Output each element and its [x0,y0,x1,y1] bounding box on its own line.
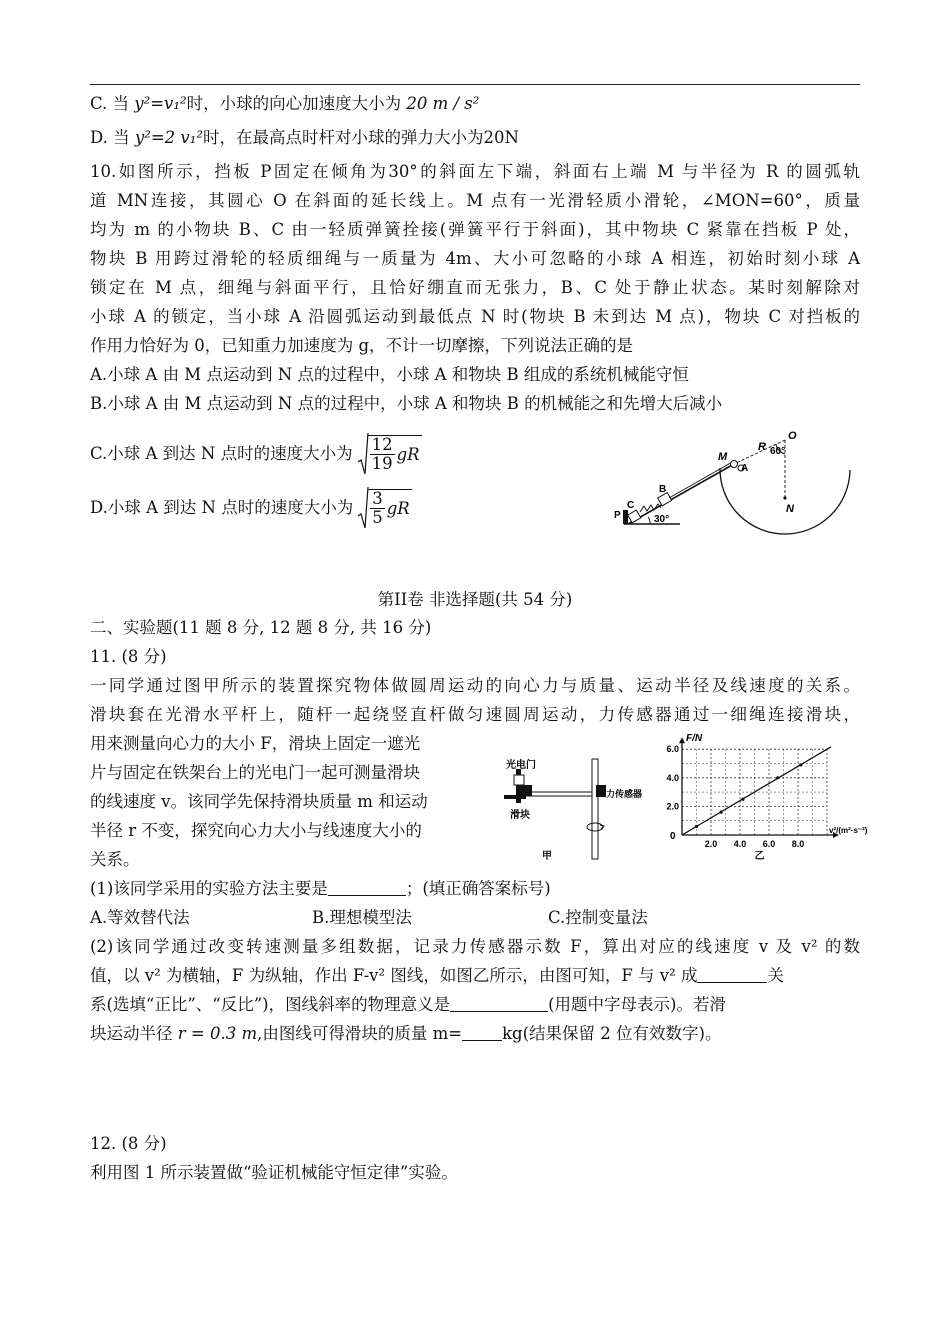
y-axis-label: F/N [686,733,703,745]
slider-block [520,785,532,796]
x-tick-label: 6.0 [762,839,776,849]
data-point [720,811,723,814]
x-tick-label: 8.0 [791,839,805,849]
q10-line-1: 10.如图所示，挡板 P固定在倾角为30°的斜面左下端，斜面右上端 M 与半径为 R 的圆弧轨 [90,162,860,181]
sqrt-c: 12 19 gR [357,432,422,476]
q10-line-2: 道 MN连接，其圆心 O 在斜面的延长线上。M 点有一光滑轻质小滑轮，∠MON=60°，质量 [90,191,860,210]
q10-figure [610,428,855,536]
q11-wrap-5: 关系。 [90,850,140,869]
label-sensor: 力传感器 [606,789,643,799]
q10-line-5: 锁定在 M 点，细绳与斜面平行，且恰好绷直而无张力，B、C 处于静止状态。某时刻解除对 [90,278,860,297]
y-tick-label: 4.0 [666,772,679,783]
label-a: A [741,463,749,474]
force-sensor [596,785,606,797]
photogate [514,775,524,785]
y-tick-label: 6.0 [666,744,679,755]
q10-option-d: D.小球 A 到达 N 点时的速度大小为 3 5 gR [90,486,412,530]
plate-p [623,510,628,524]
incline-angle-arc [648,517,650,524]
blank-mass[interactable] [462,1024,502,1041]
figure-jia [500,755,643,863]
label-b: B [659,484,667,495]
q11-line-1: 一同学通过图甲所示的装置探究物体做圆周运动的向心力与质量、运动半径及线速度的关系。 [90,676,860,695]
label-slider: 滑块 [510,810,530,821]
blank-method[interactable] [328,879,406,896]
label-angle: 60° [770,446,786,457]
section-heading: 二、实验题(11 题 8 分, 12 题 8 分, 共 16 分) [90,618,432,637]
incline [628,464,734,524]
label-c: C [627,500,635,511]
q11-part2-line-4: 块运动半径 r = 0.3 m,由图线可得滑块的质量 m= kg(结果保留 2 位有效数字)。 [90,1024,722,1043]
q11-wrap-2: 片与固定在铁架台上的光电门一起可测量滑块 [90,763,420,782]
option-b: B.理想模型法 [312,908,412,927]
vertical-rod [592,759,598,859]
data-point [741,798,744,801]
data-point [799,763,802,766]
data-point [776,776,779,779]
blank-relation[interactable] [697,966,767,983]
x-axis-label: v²/(m²·s⁻²) [829,826,868,835]
chart-caption: 乙 [754,851,765,862]
label-gate: 光电门 [506,760,536,771]
q11-wrap-1: 用来测量向心力的大小 F，滑块上固定一遮光 [90,734,421,753]
q10-line-4: 物块 B 用跨过滑轮的轻质细绳与一质量为 4m、大小可忽略的小球 A 相连，初始时刻小球 A [90,249,860,268]
block-c [628,510,641,523]
pulley [731,461,738,468]
q10-line-7: 作用力恰好为 0，已知重力加速度为 g，不计一切摩擦，下列说法正确的是 [90,336,634,355]
q11-line-2: 滑块套在光滑水平杆上，随杆一起绕竖直杆做匀速圆周运动，力传感器通过一细绳连接滑块， [90,705,860,724]
q10-option-a: A.小球 A 由 M 点运动到 N 点的过程中，小球 A 和物块 B 组成的系统机械能守恒 [90,365,689,384]
point-n [783,496,786,499]
q11-part2-line-2: 值，以 v² 为横轴，F 为纵轴，作出 F-v² 图线，如图乙所示，由图可知，F 与 v² 成 关 [90,966,784,985]
q11-part1: (1)该同学采用的实验方法主要是 ；(填正确答案标号) [90,879,551,898]
chart-yi [660,733,868,865]
option-c: C.控制变量法 [548,908,648,927]
origin-label: 0 [670,831,676,842]
part2-title: 第II卷 非选择题(共 54 分) [377,590,573,609]
q12-head: 12. (8 分) [90,1134,167,1153]
q11-part2-line-3: 系(选填“正比”、“反比”)，图线斜率的物理意义是 (用题中字母表示)。若滑 [90,995,726,1014]
sqrt-d: 3 5 gR [357,486,412,530]
q9-option-d: D. 当 y²=2 v₁²时，在最高点时杆对小球的弹力大小为20N [90,128,519,147]
q10-option-b: B.小球 A 由 M 点运动到 N 点的过程中，小球 A 和物块 B 的机械能之和先增大后减小 [90,394,723,413]
q10-line-3: 均为 m 的小物块 B、C 由一轻质弹簧拴接(弹簧平行于斜面)，其中物块 C 紧靠在挡板 P 处， [90,220,860,239]
q10-line-6: 小球 A 的锁定，当小球 A 沿圆弧运动到最低点 N 时(物块 B 未到达 M 点)，物块 C 对挡板的 [90,307,860,326]
option-a: A.等效替代法 [90,908,190,927]
label-p: P [614,510,621,521]
q11-head: 11. (8 分) [90,647,167,666]
q9-option-c: C. 当 y²=v₁²时，小球的向心加速度大小为 20 m / s² [90,94,480,113]
q10-option-c: C.小球 A 到达 N 点时的速度大小为 12 19 gR [90,432,422,476]
caption-jia: 甲 [542,851,552,862]
q11-wrap-3: 的线速度 v。该同学先保持滑块质量 m 和运动 [90,792,428,811]
label-n: N [786,503,794,515]
horizontal-rod [520,792,602,796]
label-incline-angle: 30° [654,514,670,525]
blank-slope-meaning[interactable] [450,995,548,1012]
y-tick-label: 2.0 [666,801,679,812]
y-axis-arrow [679,737,685,743]
series-fit-line [682,747,831,835]
header-rule [90,84,860,85]
q11-part2-line-1: (2)该同学通过改变转速测量多组数据，记录力传感器示数 F，算出对应的线速度 v 及 v² 的数 [90,937,860,956]
q11-wrap-4: 半径 r 不变，探究向心力大小与线速度大小的 [90,821,422,840]
q12-line-1: 利用图 1 所示装置做“验证机械能守恒定律”实验。 [90,1163,458,1182]
label-m: M [718,451,728,463]
label-o: O [788,430,797,442]
x-tick-label: 4.0 [733,839,747,849]
data-point [695,825,698,828]
rotation-arrow-head [600,825,604,829]
x-tick-label: 2.0 [704,839,718,849]
label-r: R [758,441,766,453]
